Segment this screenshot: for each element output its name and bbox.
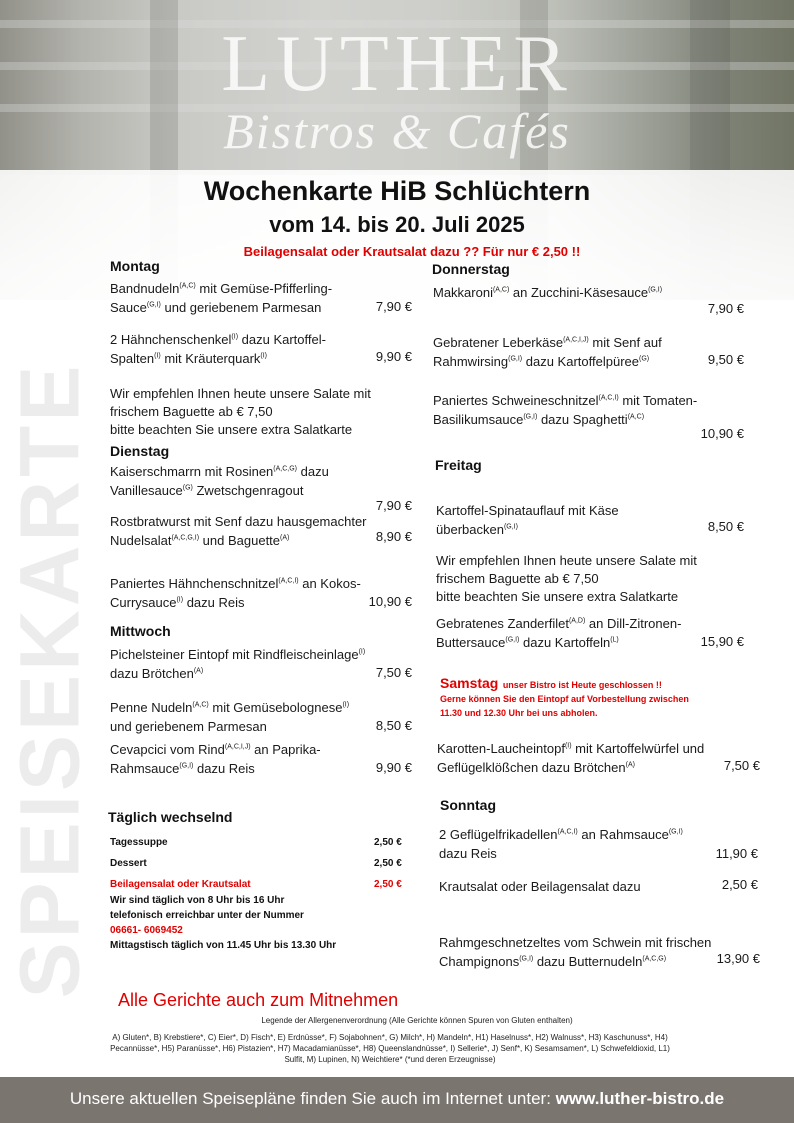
price-mittwoch-2: 8,50 €	[375, 718, 412, 733]
daily-salad: Beilagensalat oder Krautsalat	[110, 879, 251, 890]
footer-text: Unsere aktuellen Speisepläne finden Sie auch im Internet unter: www.luther-bistro.de	[69, 1089, 725, 1108]
page-title: Wochenkarte HiB Schlüchtern	[203, 176, 591, 206]
price-freitag-3: 15,90 €	[700, 634, 744, 649]
samstag-preorder-note-1: Gerne können Sie den Eintopf auf Vorbestellung zwischen	[440, 694, 689, 704]
samstag-preorder-note-2: 11.30 und 12.30 Uhr bei uns abholen.	[440, 708, 598, 718]
menu-item-mittwoch-2: Penne Nudeln$^{(A,C)}$ mit Gemüsebolognese$^{(I)}$ und geriebenem Parmesan	[110, 700, 350, 734]
day-heading-sonntag: Sonntag	[440, 797, 496, 813]
day-heading-freitag: Freitag	[435, 457, 482, 473]
menu-item-mittwoch-3: Cevapcici vom Rind$^{(A,C,I,J)}$ an Paprika-Rahmsauce$^{(G,I)}$ dazu Reis	[110, 742, 321, 776]
samstag-header	[440, 675, 662, 693]
date-range: vom 14. bis 20. Juli 2025	[269, 212, 525, 237]
phone-number[interactable]: 06661- 6069452	[110, 925, 183, 936]
day-heading-donnerstag: Donnerstag	[432, 261, 510, 277]
menu-item-mittwoch-1: Pichelsteiner Eintopf mit Rindfleischeinlage$^{(I)}$ dazu Brötchen$^{(A)}$	[110, 647, 366, 681]
footer-bar	[0, 1077, 794, 1123]
price-mittwoch-1: 7,50 €	[375, 665, 412, 680]
price-sonntag-2: 2,50 €	[721, 877, 758, 892]
price-montag-2: 9,90 €	[375, 349, 412, 364]
daily-dessert-price: 2,50 €	[374, 858, 402, 869]
menu-item-freitag-1: Kartoffel-Spinatauflauf mit Käse überbacken$^{(G,I)}$	[436, 503, 619, 537]
day-heading-mittwoch: Mittwoch	[110, 623, 171, 639]
salad-recommendation-freitag: Wir empfehlen Ihnen heute unsere Salate mit frischem Baguette ab € 7,50 bitte beachten Sie unsere extra Salatkarte	[436, 553, 697, 604]
salad-recommendation-montag: Wir empfehlen Ihnen heute unsere Salate mit frischem Baguette ab € 7,50 bitte beachten Sie unsere extra Salatkarte	[110, 386, 371, 437]
menu-item-dienstag-1: Kaiserschmarrn mit Rosinen$^{(A,C,G)}$ dazu Vanillesauce$^{(G)}$ Zwetschgenragout	[110, 464, 329, 498]
price-donnerstag-3: 10,90 €	[700, 426, 744, 441]
website-link[interactable]: www.luther-bistro.de	[555, 1089, 725, 1108]
day-heading-dienstag: Dienstag	[110, 443, 170, 459]
day-heading-samstag: Samstag	[440, 675, 499, 691]
menu-item-sonntag-2: Krautsalat oder Beilagensalat dazu	[439, 879, 641, 894]
price-donnerstag-2: 9,50 €	[707, 352, 744, 367]
menu-item-samstag-1: Karotten-Laucheintopf$^{(I)}$ mit Kartoffelwürfel und Geflügelklößchen dazu Brötchen$^{(A)}$	[437, 741, 705, 775]
menu-item-freitag-3: Gebratenes Zanderfilet$^{(A,D)}$ an Dill-Zitronen-Buttersauce$^{(G,I)}$ dazu Kartoffeln$^{(L)}$	[436, 616, 682, 650]
phone-label: telefonisch erreichbar unter der Nummer	[110, 910, 304, 921]
menu-item-donnerstag-1: Makkaroni$^{(A,C)}$ an Zucchini-Käsesauce$^{(G,I)}$	[433, 285, 663, 300]
takeaway-note: Alle Gerichte auch zum Mitnehmen	[118, 990, 399, 1010]
price-dienstag-3: 10,90 €	[368, 594, 412, 609]
opening-hours: Wir sind täglich von 8 Uhr bis 16 Uhr	[110, 895, 285, 906]
logo-sub-text: Bistros & Cafés	[223, 103, 571, 159]
price-sonntag-3: 13,90 €	[716, 951, 760, 966]
day-heading-montag: Montag	[110, 258, 160, 274]
menu-item-donnerstag-3: Paniertes Schweineschnitzel$^{(A,C,I)}$ mit Tomaten-Basilikumsauce$^{(G,I)}$ dazu Spaghetti$^{(A,C)}$	[433, 393, 698, 427]
menu-item-dienstag-3: Paniertes Hähnchenschnitzel$^{(A,C,I)}$ an Kokos-Currysauce$^{(I)}$ dazu Reis	[110, 576, 361, 610]
menu-item-sonntag-3: Rahmgeschnetzeltes vom Schwein mit frischen Champignons$^{(G,I)}$ dazu Butternudeln$^{(A,C,G)}$	[439, 935, 712, 969]
daily-dessert: Dessert	[110, 858, 147, 869]
price-samstag-1: 7,50 €	[723, 758, 760, 773]
price-sonntag-1: 11,90 €	[715, 846, 758, 861]
price-dienstag-2: 8,90 €	[375, 529, 412, 544]
price-mittwoch-3: 9,90 €	[375, 760, 412, 775]
daily-heading: Täglich wechselnd	[108, 809, 233, 825]
logo-main-text: LUTHER	[221, 20, 573, 108]
price-donnerstag-1: 7,90 €	[707, 301, 744, 316]
price-montag-1: 7,90 €	[375, 299, 412, 314]
price-dienstag-1: 7,90 €	[375, 498, 412, 513]
luther-logo	[0, 20, 794, 159]
daily-soup-price: 2,50 €	[374, 837, 402, 848]
menu-item-montag-2: 2 Hähnchenschenkel$^{(I)}$ dazu Kartoffel-Spalten$^{(I)}$ mit Kräuterquark$^{(I)}$	[110, 332, 326, 366]
daily-salad-price: 2,50 €	[374, 879, 402, 890]
allergen-legend-title: Legende der Allergenenverordnung (Alle Gerichte können Spuren von Gluten enthalten)	[261, 1016, 573, 1025]
promo-text: Beilagensalat oder Krautsalat dazu ?? Für nur € 2,50 !!	[243, 244, 581, 259]
samstag-closed-note: unser Bistro ist Heute geschlossen !!	[502, 680, 662, 690]
menu-item-sonntag-1: 2 Geflügelfrikadellen$^{(A,C,I)}$ an Rahmsauce$^{(G,I)}$ dazu Reis	[439, 827, 683, 861]
price-freitag-1: 8,50 €	[707, 519, 744, 534]
allergen-legend: A) Gluten*, B) Krebstiere*, C) Eier*, D) Fisch*, E) Erdnüsse*, F) Sojabohnen*, G) Milch*, H) Mandeln*, H1) Haselnuss*, H2) Walnuss*, H3) Kaschunuss*, H4) Pecannüsse*, H5) Paranüsse*, H6) Pistazien*, H7) Macadamianüsse*, H8) Queenslandnüsse*, I) Sellerie*, J) Senf*, K) Sesamsamen*, L) Schwefeldioxid, L1) Sulfit, M) Lupinen, N) Weichtiere* (*und deren Erzeugnisse)	[110, 1033, 670, 1064]
menu-item-montag-1: Bandnudeln$^{(A,C)}$ mit Gemüse-Pfifferling-Sauce$^{(G,I)}$ und geriebenem Parmesan	[110, 281, 333, 315]
daily-soup: Tagessuppe	[110, 837, 168, 848]
menu-item-dienstag-2: Rostbratwurst mit Senf dazu hausgemachter Nudelsalat$^{(A,C,G,I)}$ und Baguette$^{(A)}$	[110, 514, 367, 548]
menu-item-donnerstag-2: Gebratener Leberkäse$^{(A,C,I,J)}$ mit Senf auf Rahmwirsing$^{(G,I)}$ dazu Kartoffelpüree$^{(G)}$	[433, 335, 662, 369]
speisekarte-watermark: SPEISEKARTE	[2, 361, 97, 999]
lunch-hours: Mittagstisch täglich von 11.45 Uhr bis 13.30 Uhr	[110, 940, 337, 951]
